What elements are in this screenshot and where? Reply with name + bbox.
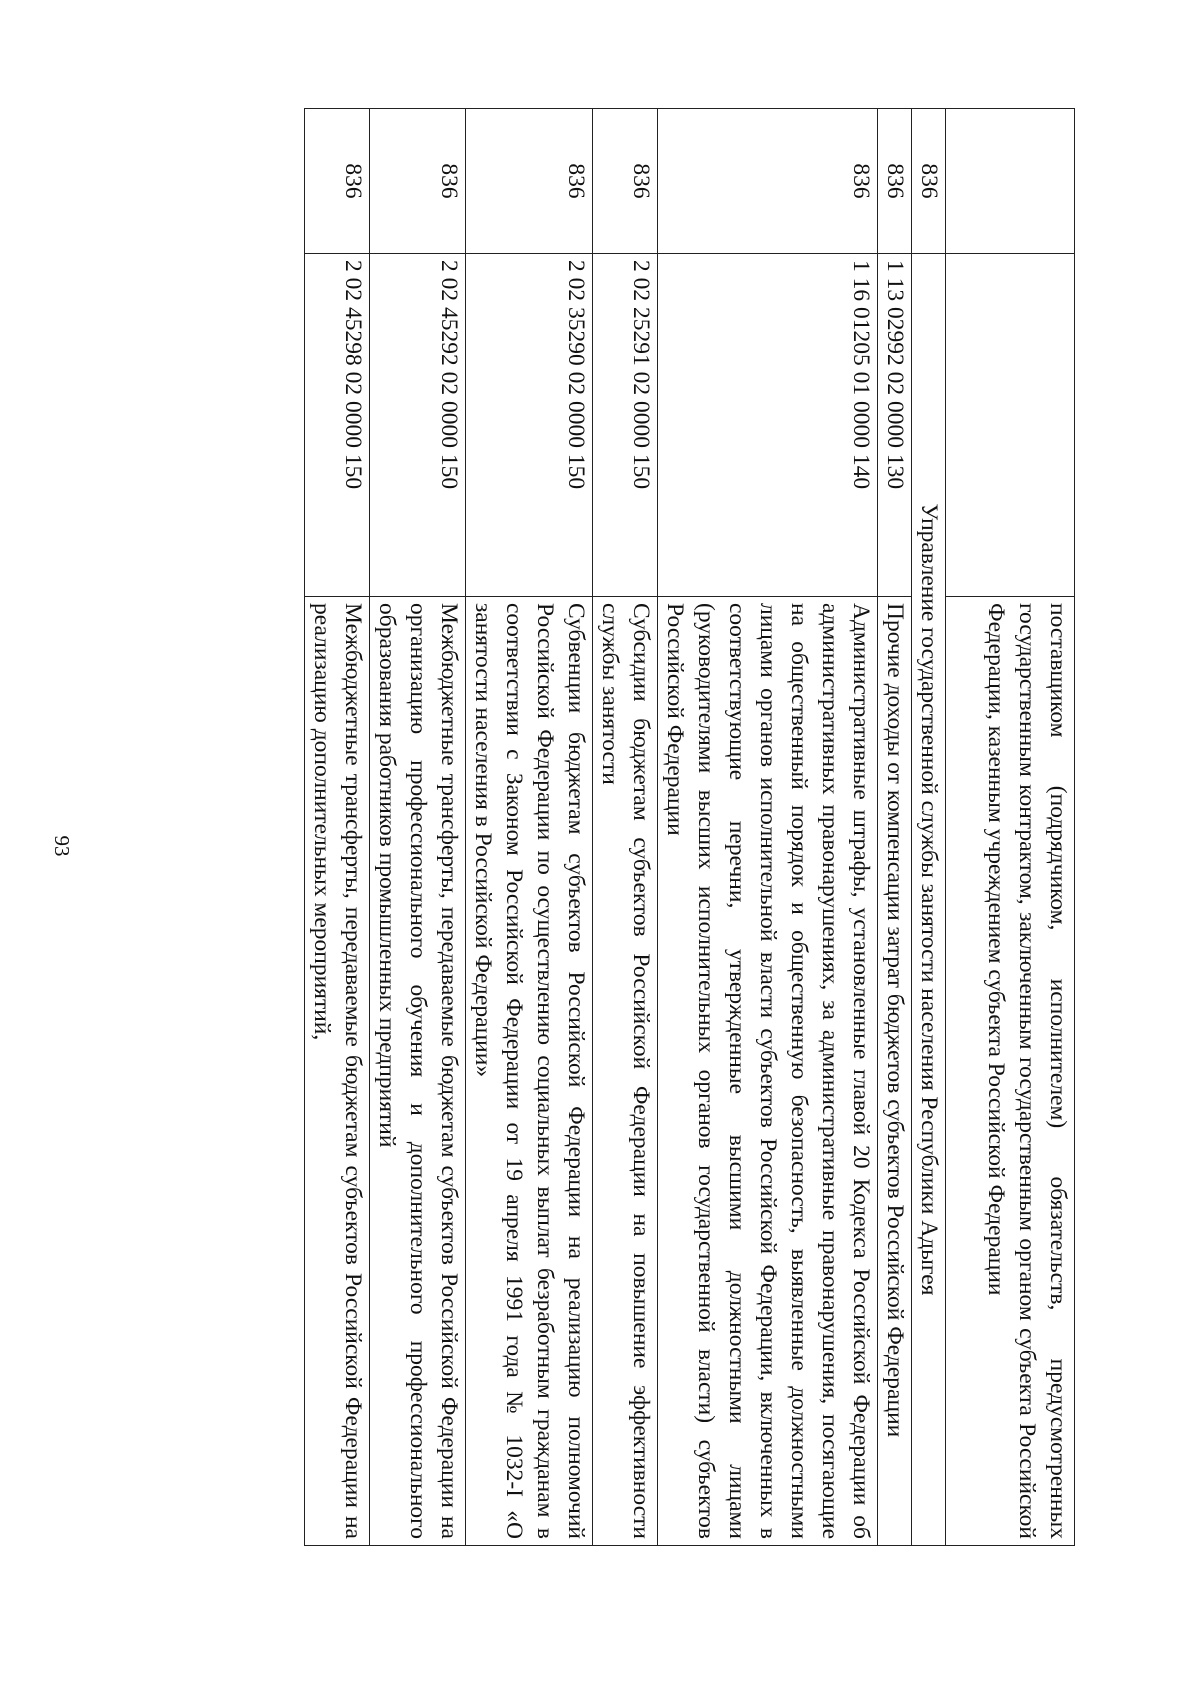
table-row [658,109,878,1546]
description-cell: Прочие доходы от компенсации затрат бюджетов субъектов Российской Федерации [878,597,912,1546]
budget-code-cell [946,254,1075,597]
admin-code-cell: 836 [878,109,912,254]
revenue-codes-table [304,108,1075,1546]
budget-code-cell: 2 02 45298 02 0000 150 [305,254,370,597]
budget-code-cell: 1 16 01205 01 0000 140 [658,254,878,597]
description-cell: Субсидии бюджетам субъектов Российской Федерации на повышение эффективности службы занятости [593,597,658,1546]
description-cell: Административные штрафы, установленные главой 20 Кодекса Российской Федерации об административных правонарушениях, за административные правонарушения, посягающие на общественный порядок и общественную безопасность, выявленные должностными лицами органов исполнительной власти субъектов Российской Федерации, включенных в соответствующие перечни, утвержденные высшими должностными лицами (руководителями высших исполнительных органов государственной власти) субъектов Российской Федерации [658,597,878,1546]
table-row [466,109,593,1546]
table-row [305,109,370,1546]
table-row [370,109,466,1546]
description-cell: Межбюджетные трансферты, передаваемые бюджетам субъектов Российской Федерации на организацию профессионального обучения и дополнительного профессионального образования работников промышленных предприятий [370,597,466,1546]
admin-code-cell [946,109,1075,254]
description-cell: Субвенции бюджетам субъектов Российской Федерации на реализацию полномочий Российской Федерации по осуществлению социальных выплат безработным гражданам в соответствии с Законом Российской Федерации от 19 апреля 1991 года № 1032-I «О занятости населения в Российской Федерации» [466,597,593,1546]
table-row [593,109,658,1546]
budget-code-cell: 2 02 35290 02 0000 150 [466,254,593,597]
document-table-rotated [135,108,1075,1546]
description-cell: Межбюджетные трансферты, передаваемые бюджетам субъектов Российской Федерации на реализацию дополнительных мероприятий, [305,597,370,1546]
admin-code-cell: 836 [370,109,466,254]
table-row [878,109,912,1546]
table-row [946,109,1075,1546]
section-title: Управление государственной службы занятости населения Республики Адыгея [912,254,946,1546]
budget-code-cell: 2 02 25291 02 0000 150 [593,254,658,597]
section-row [912,109,946,1546]
admin-code-cell: 836 [593,109,658,254]
admin-code-cell: 836 [912,109,946,254]
admin-code-cell: 836 [305,109,370,254]
page-number: 93 [50,835,74,857]
admin-code-cell: 836 [658,109,878,254]
description-cell: поставщиком (подрядчиком, исполнителем) обязательств, предусмотренных государственным контрактом, заключенным государственным органом субъекта Российской Федерации, казенным учреждением субъекта Российской Федерации [946,597,1075,1546]
budget-code-cell: 2 02 45292 02 0000 150 [370,254,466,597]
budget-code-cell: 1 13 02992 02 0000 130 [878,254,912,597]
admin-code-cell: 836 [466,109,593,254]
